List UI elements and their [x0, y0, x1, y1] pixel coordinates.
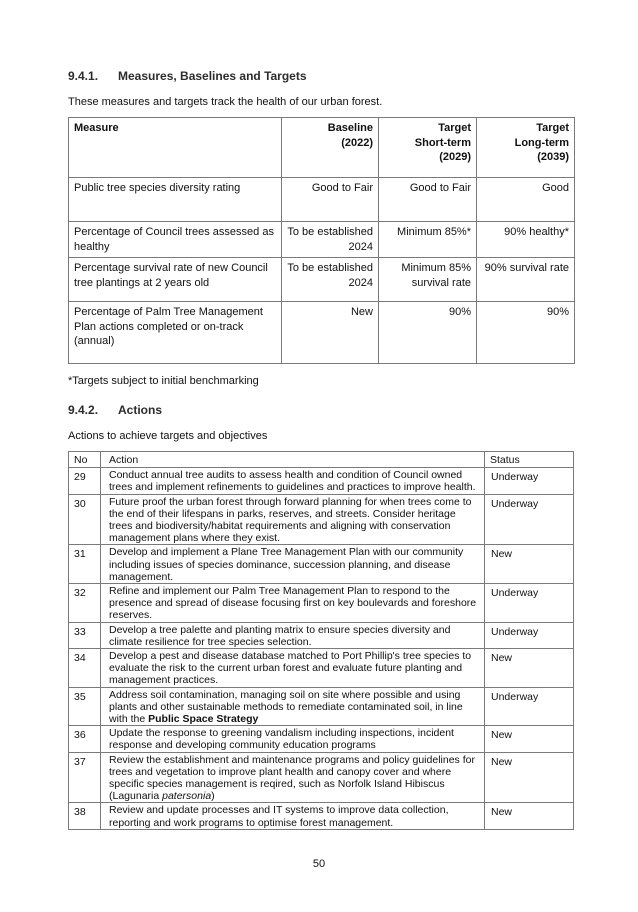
action-row	[69, 752, 574, 803]
species-name-italic: patersonia	[162, 790, 212, 803]
baseline-cell: To be established 2024	[282, 222, 379, 258]
action-row	[69, 622, 574, 648]
action-text-part: Review the establishment and maintenance programs and policy guidelines for trees and vegetation to improve plant health and canopy cover and where specific species management is reqired, such as Norfolk Island Hibiscus (Lagunaria	[109, 753, 475, 803]
measure-cell: Public tree species diversity rating	[69, 178, 282, 222]
header-baseline-line2: (2022)	[341, 136, 373, 149]
public-space-strategy-ref: Public Space Strategy	[148, 713, 259, 726]
long-target-cell: 90%	[477, 302, 575, 364]
action-text: Develop and implement a Plane Tree Management Plan with our community including issues of species dominance, succession planning, and disease management.	[101, 545, 485, 584]
action-status: New	[485, 803, 574, 829]
measures-row	[69, 258, 575, 302]
section-number: 9.4.1.	[68, 69, 99, 83]
short-target-cell: Minimum 85% survival rate	[379, 258, 477, 302]
section-heading-measures	[68, 69, 307, 83]
baseline-cell: Good to Fair	[282, 178, 379, 222]
section-title: Measures, Baselines and Targets	[118, 69, 307, 83]
header-short-line3: (2029)	[439, 151, 471, 163]
header-measure: Measure	[69, 118, 282, 178]
action-number: 34	[69, 649, 101, 688]
action-number: 29	[69, 468, 101, 494]
action-row	[69, 584, 574, 623]
measures-row	[69, 302, 575, 364]
page-number: 50	[312, 858, 326, 870]
long-target-cell: 90% healthy*	[477, 222, 575, 258]
action-row	[69, 803, 574, 829]
action-status: Underway	[485, 468, 574, 494]
baseline-cell: New	[282, 302, 379, 364]
actions-table	[68, 451, 574, 830]
action-number: 32	[69, 584, 101, 623]
measure-cell: Percentage of Palm Tree Management Plan actions completed or on-track (annual)	[69, 302, 282, 364]
header-action: Action	[101, 452, 485, 468]
header-short-line2: Short-term	[414, 136, 471, 149]
action-text: Conduct annual tree audits to assess health and condition of Council owned trees and implement refinements to guidelines and practices to improve health.	[101, 468, 485, 494]
short-target-cell: Good to Fair	[379, 178, 477, 222]
action-text	[101, 687, 485, 726]
action-text-part: Address soil contamination, managing soil on site where possible and using plants and other sustainable methods to remediate contaminated soil, in line with the	[109, 688, 463, 726]
action-row	[69, 726, 574, 752]
section-heading-actions	[68, 403, 162, 417]
long-target-cell: 90% survival rate	[477, 258, 575, 302]
action-text: Review and update processes and IT systems to improve data collection, reporting and work programs to optimise forest management.	[101, 803, 485, 829]
action-row	[69, 468, 574, 494]
header-target-long	[477, 118, 575, 178]
action-row	[69, 649, 574, 688]
short-target-cell: Minimum 85%*	[379, 222, 477, 258]
header-long-line2: Long-term	[514, 136, 569, 149]
section-title: Actions	[118, 403, 163, 417]
action-number: 37	[69, 752, 101, 803]
header-baseline-line1: Baseline	[327, 122, 373, 134]
action-status: New	[485, 726, 574, 752]
measure-cell: Percentage survival rate of new Council tree plantings at 2 years old	[69, 258, 282, 302]
header-long-line3: (2039)	[537, 151, 569, 163]
action-number: 30	[69, 494, 101, 545]
short-target-cell: 90%	[379, 302, 477, 364]
measures-header-row	[69, 118, 575, 178]
action-text: Refine and implement our Palm Tree Management Plan to respond to the presence and spread of disease focusing first on key boulevards and foreshore reserves.	[101, 584, 485, 623]
measures-row	[69, 178, 575, 222]
action-status: Underway	[485, 494, 574, 545]
measures-table	[68, 117, 575, 364]
baseline-cell: To be established 2024	[282, 258, 379, 302]
action-row	[69, 687, 574, 726]
action-status: New	[485, 752, 574, 803]
action-text: Develop a tree palette and planting matrix to ensure species diversity and climate resilience for tree species selection.	[101, 622, 485, 648]
action-row	[69, 545, 574, 584]
header-baseline	[282, 118, 379, 178]
footnote: *Targets subject to initial benchmarking	[68, 375, 259, 387]
action-number: 31	[69, 545, 101, 584]
action-text: Develop a pest and disease database matched to Port Phillip's tree species to evaluate the risk to the current urban forest and evaluate future planting and management practices.	[101, 649, 485, 688]
action-status: Underway	[485, 622, 574, 648]
measures-row	[69, 222, 575, 258]
action-text-part: )	[211, 790, 215, 803]
actions-header-row	[69, 452, 574, 468]
measures-intro: These measures and targets track the health of our urban forest.	[68, 96, 383, 108]
action-number: 38	[69, 803, 101, 829]
measure-cell: Percentage of Council trees assessed as healthy	[69, 222, 282, 258]
header-no: No	[69, 452, 101, 468]
action-text: Future proof the urban forest through forward planning for when trees come to the end of their lifespans in parks, reserves, and streets. Consider heritage trees and biodiversity/habitat requirements and aligning with conservation management plans where they exist.	[101, 494, 485, 545]
header-status: Status	[485, 452, 574, 468]
action-status: Underway	[485, 687, 574, 726]
header-short-line1: Target	[438, 122, 471, 134]
actions-intro: Actions to achieve targets and objectives	[68, 430, 268, 442]
action-text	[101, 752, 485, 803]
action-number: 35	[69, 687, 101, 726]
action-status: New	[485, 649, 574, 688]
section-number: 9.4.2.	[68, 403, 99, 417]
action-number: 33	[69, 622, 101, 648]
action-number: 36	[69, 726, 101, 752]
long-target-cell: Good	[477, 178, 575, 222]
action-status: Underway	[485, 584, 574, 623]
action-status: New	[485, 545, 574, 584]
header-target-short	[379, 118, 477, 178]
action-row	[69, 494, 574, 545]
header-long-line1: Target	[536, 122, 569, 134]
action-text: Update the response to greening vandalism including inspections, incident response and developing community education programs	[101, 726, 485, 752]
